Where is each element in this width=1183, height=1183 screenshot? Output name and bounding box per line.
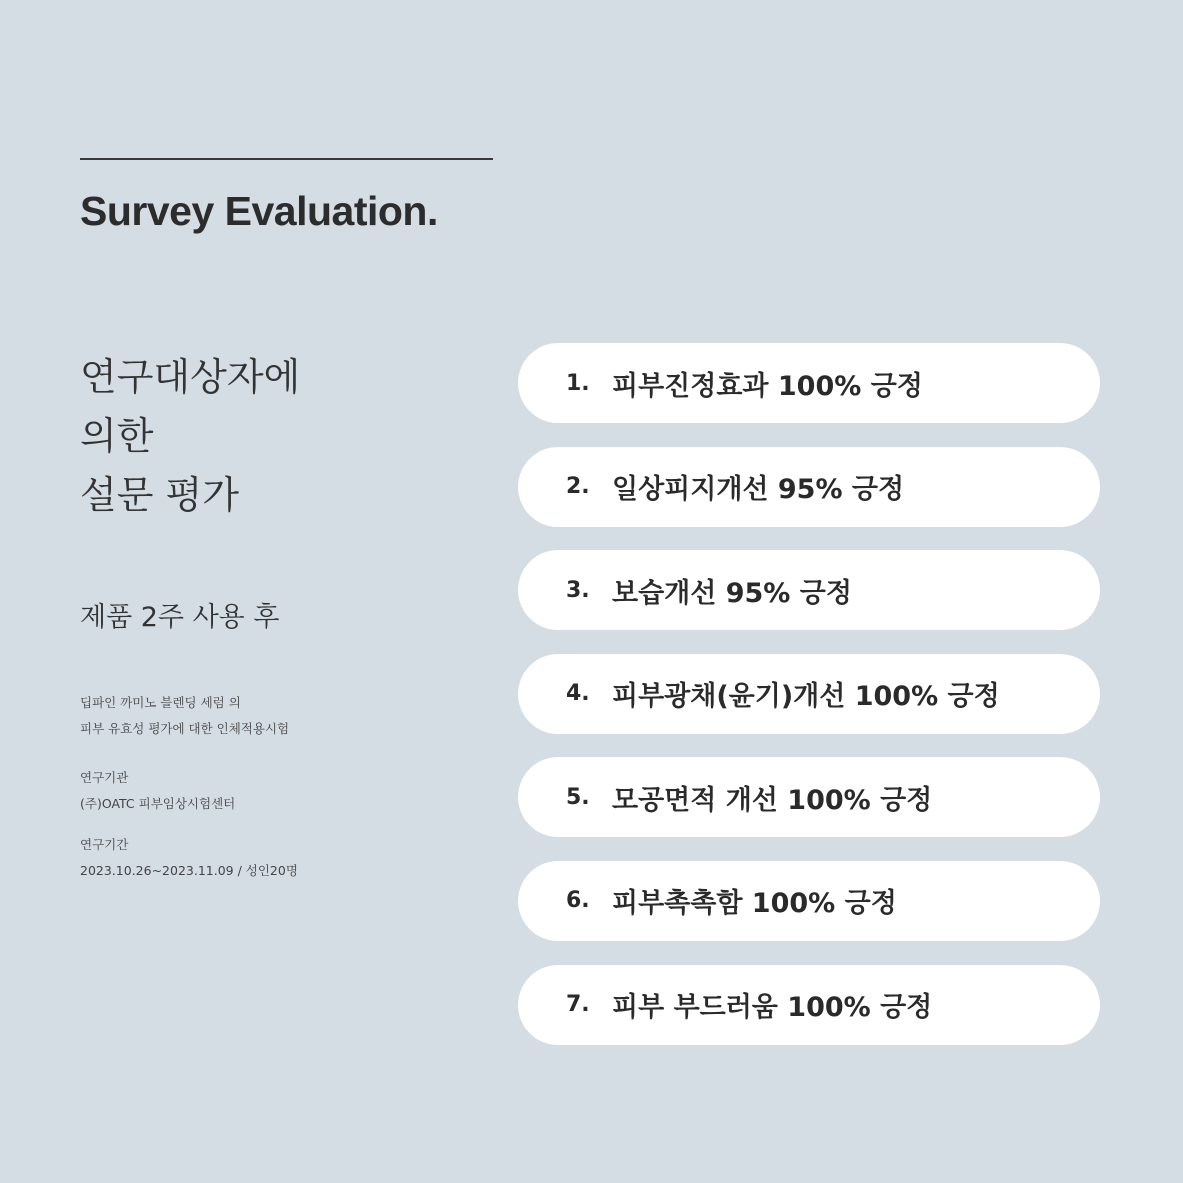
result-text: 피부 부드러움 100% 긍정 (612, 992, 933, 1024)
result-item (518, 654, 1100, 734)
subtitle-line: 설문 평가 (80, 473, 239, 517)
subtitle-line: 연구대상자에 (80, 355, 301, 399)
study-period (80, 832, 298, 884)
result-text: 피부진정효과 100% 긍정 (612, 370, 923, 402)
result-text: 보습개선 95% 긍정 (612, 577, 852, 609)
result-text: 피부촉촉함 100% 긍정 (612, 888, 897, 920)
result-number: 4. (566, 681, 590, 707)
study-institution (80, 765, 235, 817)
result-text: 모공면적 개선 100% 긍정 (612, 784, 933, 816)
period-label: 연구기간 (80, 837, 129, 852)
result-number: 3. (566, 577, 590, 603)
result-number: 1. (566, 370, 590, 396)
result-text: 일상피지개선 95% 긍정 (612, 474, 905, 506)
section-subtitle (80, 348, 300, 525)
result-number: 6. (566, 888, 590, 914)
usage-period: 제품 2주 사용 후 (80, 602, 280, 633)
period-value: 2023.10.26~2023.11.09 / 성인20명 (80, 863, 298, 878)
result-number: 2. (566, 474, 590, 500)
result-item (518, 757, 1100, 837)
study-title (80, 690, 289, 742)
result-item (518, 343, 1100, 423)
institution-value: (주)OATC 피부임상시험센터 (80, 796, 236, 811)
top-divider (80, 158, 493, 160)
result-number: 7. (566, 992, 590, 1018)
result-item (518, 965, 1100, 1045)
study-title-line: 딥파인 까미노 블렌딩 세럼 의 (80, 695, 241, 710)
subtitle-line: 의한 (80, 414, 154, 458)
result-number: 5. (566, 784, 590, 810)
results-list (518, 343, 1100, 1068)
result-item (518, 861, 1100, 941)
result-item (518, 550, 1100, 630)
result-text: 피부광채(윤기)개선 100% 긍정 (612, 681, 1000, 713)
result-item (518, 447, 1100, 527)
institution-label: 연구기관 (80, 770, 129, 785)
study-title-line: 피부 유효성 평가에 대한 인체적용시험 (80, 721, 290, 736)
page-title: Survey Evaluation. (80, 188, 438, 234)
